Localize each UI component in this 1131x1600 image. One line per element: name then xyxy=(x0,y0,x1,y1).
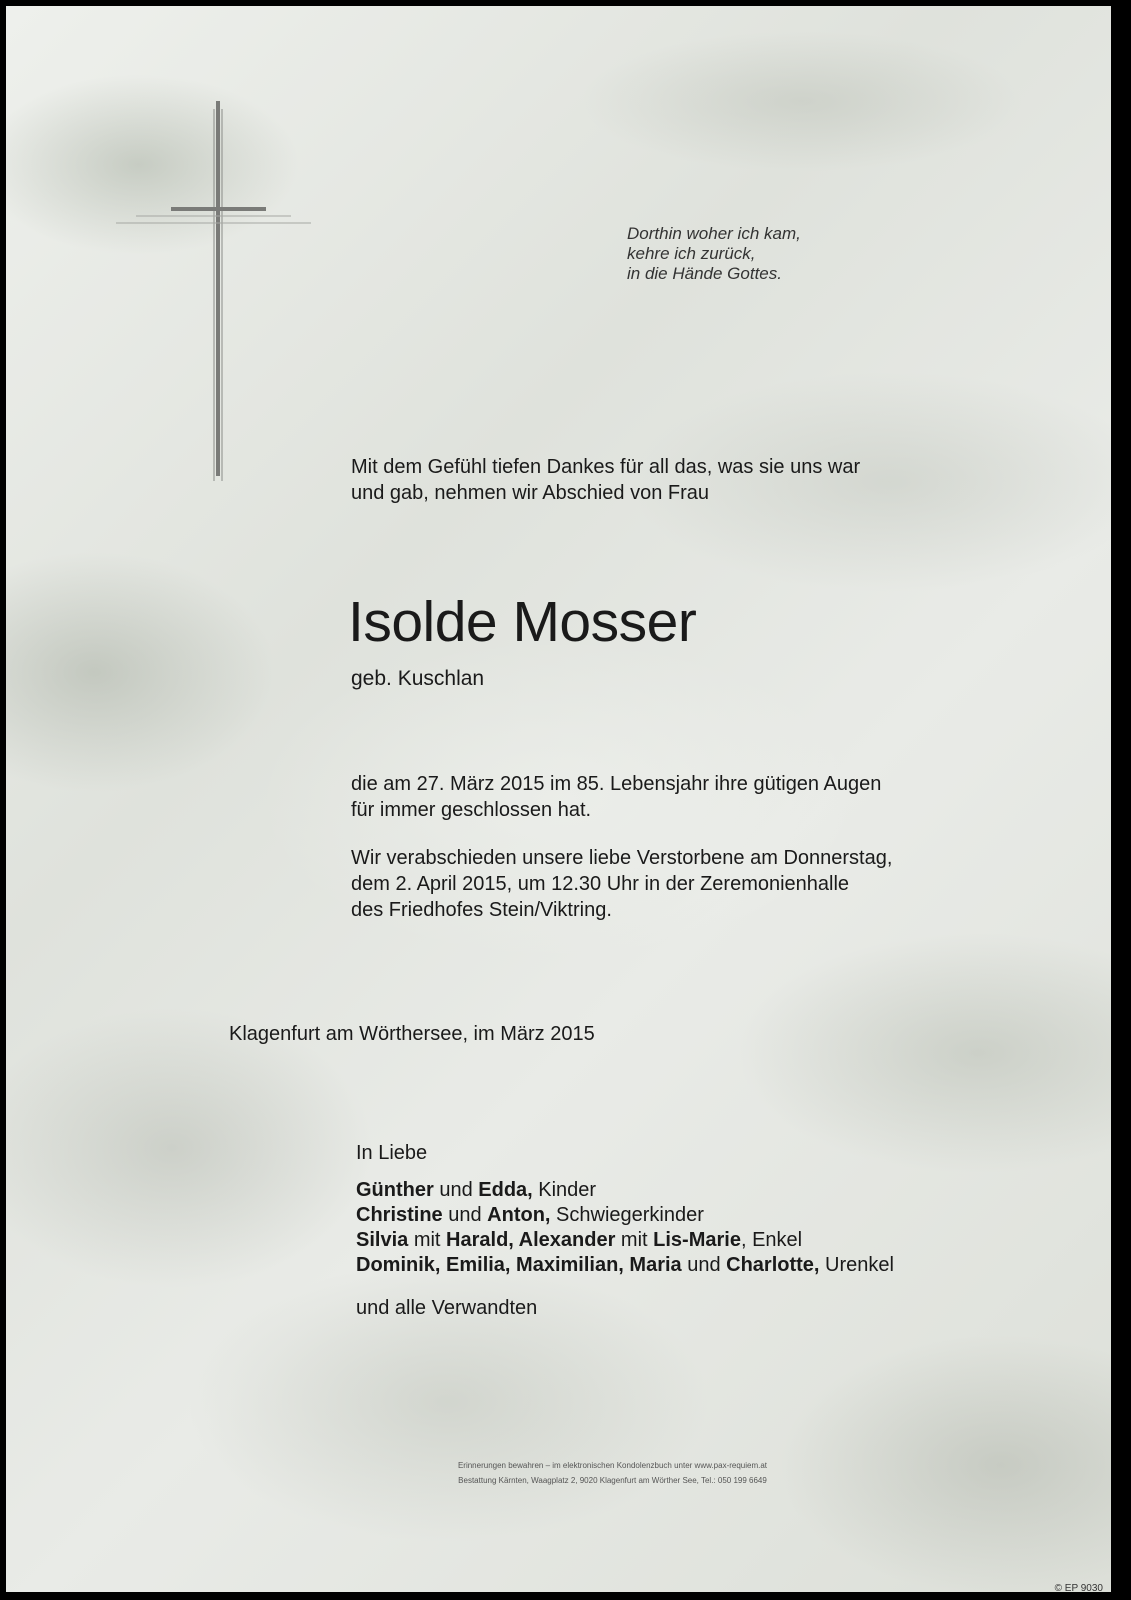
deceased-name: Isolde Mosser xyxy=(348,590,697,654)
mourners-list xyxy=(356,1178,894,1278)
motto-line: kehre ich zurück, xyxy=(627,244,756,263)
mourner-relation: Schwiegerkinder xyxy=(550,1204,704,1226)
mourner-relation: und xyxy=(681,1254,727,1276)
place-date: Klagenfurt am Wörthersee, im März 2015 xyxy=(229,1023,595,1045)
mourner-relation: und xyxy=(442,1204,488,1226)
service-line: dem 2. April 2015, um 12.30 Uhr in der Zeremonienhalle xyxy=(351,873,850,895)
mourner-name: Christine xyxy=(356,1204,443,1226)
mourner-name: Dominik, Emilia, Maximilian, Maria xyxy=(356,1254,682,1276)
relatives-text: und alle Verwandten xyxy=(356,1297,538,1319)
cross-icon xyxy=(116,101,316,486)
intro-text xyxy=(351,454,860,506)
service-line: Wir verabschieden unsere liebe Verstorbene am Donnerstag, xyxy=(351,847,893,869)
mourner-row xyxy=(356,1178,894,1203)
mourner-relation: , Enkel xyxy=(740,1229,803,1251)
mourner-name: Anton, xyxy=(487,1204,551,1226)
motto-verse xyxy=(627,224,801,284)
mourner-relation: Urenkel xyxy=(819,1254,894,1276)
mourner-relation: und xyxy=(433,1179,479,1201)
print-code: © EP 9030 xyxy=(1054,1583,1103,1594)
footer-line: Bestattung Kärnten, Waagplatz 2, 9020 Klagenfurt am Wörther See, Tel.: 050 199 6649 xyxy=(458,1476,767,1485)
intro-line: Mit dem Gefühl tiefen Dankes für all das, was sie uns war xyxy=(351,456,861,478)
mourner-name: Silvia xyxy=(356,1229,409,1251)
obituary-page xyxy=(6,6,1111,1592)
mourner-row xyxy=(356,1228,894,1253)
mourner-name: Günther xyxy=(356,1179,434,1201)
intro-line: und gab, nehmen wir Abschied von Frau xyxy=(351,482,709,504)
service-notice xyxy=(351,845,892,923)
mourner-relation: mit xyxy=(408,1229,447,1251)
service-line: des Friedhofes Stein/Viktring. xyxy=(351,899,612,921)
closing-text: In Liebe xyxy=(356,1142,428,1164)
footer xyxy=(6,1458,1131,1488)
mourner-relation: Kinder xyxy=(532,1179,597,1201)
footer-line: Erinnerungen bewahren – im elektronischen Kondolenzbuch unter www.pax-requiem.at xyxy=(457,1461,768,1470)
maiden-name: geb. Kuschlan xyxy=(351,667,485,690)
mourner-name: Harald, Alexander xyxy=(446,1229,616,1251)
mourner-row xyxy=(356,1253,894,1278)
motto-line: in die Hände Gottes. xyxy=(627,264,782,283)
motto-line: Dorthin woher ich kam, xyxy=(627,224,801,243)
mourner-name: Lis-Marie xyxy=(653,1229,741,1251)
death-line: für immer geschlossen hat. xyxy=(351,799,592,821)
death-line: die am 27. März 2015 im 85. Lebensjahr ihre gütigen Augen xyxy=(351,773,882,795)
mourner-name: Edda, xyxy=(478,1179,533,1201)
mourner-name: Charlotte, xyxy=(726,1254,820,1276)
mourner-row xyxy=(356,1203,894,1228)
death-notice xyxy=(351,771,881,823)
mourner-relation: mit xyxy=(615,1229,654,1251)
